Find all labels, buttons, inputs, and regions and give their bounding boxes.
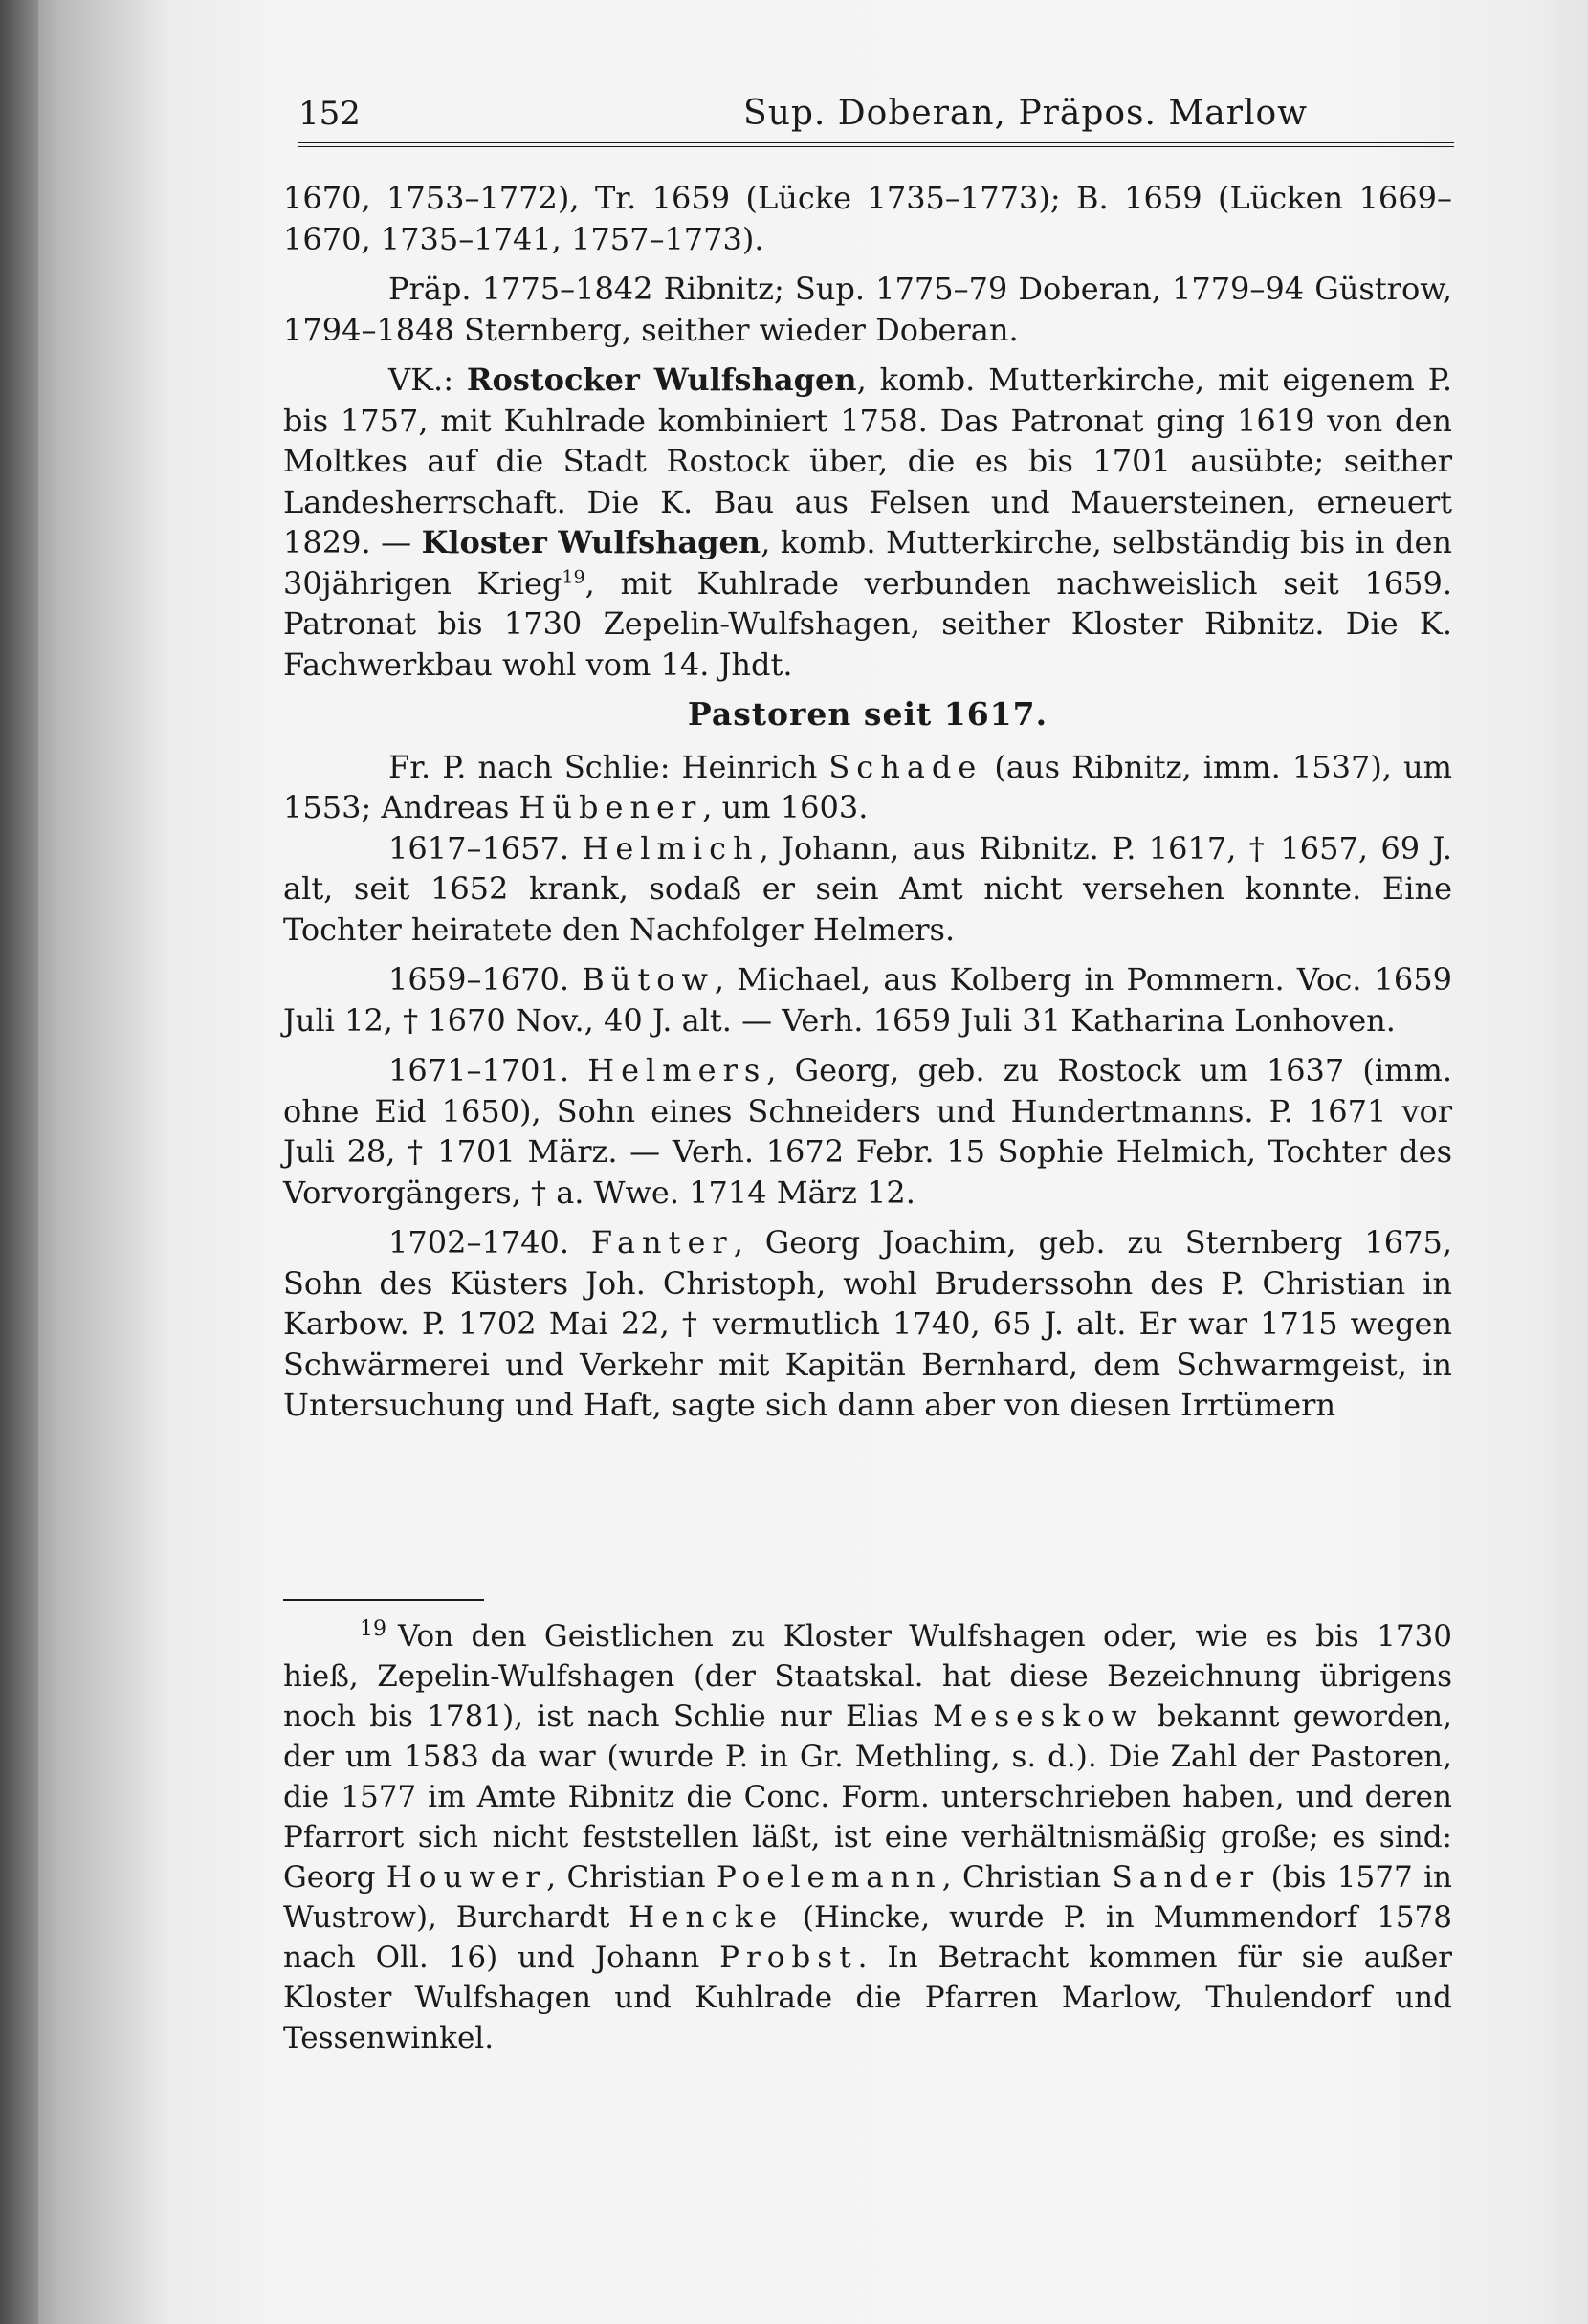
main-text [283,178,1452,1426]
footnote-text-7: . In Betracht kommen für sie außer Kloster Wulfshagen und Kuhlrade die Pfarren Marlow, Thulendorf und Tessenwinkel. [283,1940,1452,2055]
pastor-name-huebener: Hübener [518,789,703,825]
paragraph-records: 1670, 1753–1772), Tr. 1659 (Lücke 1735–1773); B. 1659 (Lücken 1669–1670, 1735–1741, 1757–1773). [283,180,1452,257]
parish-kloster-wulfshagen: Kloster Wulfshagen [421,524,761,560]
page-header [298,92,1456,142]
helmers-text: , Georg, geb. zu Rostock um 1637 (imm. ohne Eid 1650), Sohn eines Schneiders und Hundertmanns. P. 1671 vor Juli 28, † 1701 März. — Verh. 1672 Febr. 15 Sophie Helmich, Tochter des Vorvorgängers, † a. Wwe. 1714 März 12. [283,1052,1452,1211]
paragraph-helmers [283,1050,1452,1213]
footnote-number: 19 [360,1616,386,1641]
helmich-years: 1617–1657. [388,829,583,866]
footnote-text-1: Von den Geistlichen zu Kloster Wulfshagen oder, wie es bis 1730 hieß, Zepelin-Wulfshagen (der Staatskal. hat diese Bezeichnung übrigens noch bis 1781), ist nach Schlie nur Elias [283,1619,1452,1734]
paragraph-early-pastors [283,747,1452,828]
helmich-text: , Johann, aus Ribnitz. P. 1617, † 1657, 69 J. alt, seit 1652 krank, sodaß er sein Amt nicht versehen konnte. Eine Tochter heiratete den Nachfolger Helmers. [283,829,1453,948]
footnote-text-6: (Hincke, wurde P. in Mummendorf 1578 nach Oll. 16) und Johann [283,1900,1452,1975]
running-title: Sup. Doberan, Präpos. Marlow [743,94,1308,133]
fanter-years: 1702–1740. [388,1224,591,1261]
parish-rostocker-wulfshagen: Rostocker Wulfshagen [466,362,857,398]
name-houwer: Houwer [386,1860,547,1895]
name-hencke: Hencke [629,1900,784,1935]
pastor-name-helmers: Helmers [587,1052,767,1088]
vk-text-1: , komb. Mutterkirche, mit eigenem P. bis 1757, mit Kuhlrade kombiniert 1758. Das Patronat ging 1619 von den Moltkes auf die Stadt Rostock über, die es bis 1701 ausübte; seither Landesherrschaft. Die K. Bau aus Felsen und Mauersteinen, erneuert 1829. — [283,362,1453,560]
vk-label: VK.: [388,362,467,398]
footnote-text-4: , Christian [941,1860,1113,1895]
footnote-ref-19: 19 [562,565,585,587]
page-gutter-shadow [0,0,38,2324]
section-heading: Pastoren seit 1617. [687,695,1048,733]
pastor-name-fanter: Fanter [590,1224,734,1261]
paragraph-vk [283,360,1452,685]
footnote-text-5: (bis 1577 in Wustrow), Burchardt [283,1860,1452,1935]
footnote-19 [283,1616,1452,2058]
vk-text-2: , komb. Mutterkirche, selbständig bis in den 30jährigen Krieg [283,524,1453,602]
early-pastors-text-2: (aus Ribnitz, imm. 1537), um 1553; Andreas [283,748,1452,825]
header-rule [298,142,1454,147]
pastor-name-schade: Schade [828,748,983,785]
paragraph-fanter [283,1222,1452,1426]
name-meseskow: Meseskow [933,1699,1144,1734]
name-probst: Probst [719,1940,858,1975]
paragraph-praepositur: Präp. 1775–1842 Ribnitz; Sup. 1775–79 Doberan, 1779–94 Güstrow, 1794–1848 Sternberg, seither wieder Doberan. [283,271,1452,348]
fanter-text: , Georg Joachim, geb. zu Sternberg 1675, Sohn des Küsters Joh. Christoph, wohl Bruderssohn des P. Christian in Karbow. P. 1702 Mai 22, † vermutlich 1740, 65 J. alt. Er war 1715 wegen Schwärmerei und Verkehr mit Kapitän Bernhard, dem Schwarmgeist, in Untersuchung und Haft, sagte sich dann aber von diesen Irrtümern [283,1224,1453,1423]
buetow-text: , Michael, aus Kolberg in Pommern. Voc. 1659 Juli 12, † 1670 Nov., 40 J. alt. — Verh. 1659 Juli 31 Katharina Lonhoven. [283,961,1453,1039]
name-poelemann: Poelemann [717,1860,942,1895]
footnote-text-3: , Christian [546,1860,717,1895]
paragraph-helmich [283,828,1452,951]
helmers-years: 1671–1701. [388,1052,588,1088]
early-pastors-text-3: , um 1603. [702,789,869,825]
footnote-text-2: bekannt geworden, der um 1583 da war (wurde P. in Gr. Methling, s. d.). Die Zahl der Pastoren, die 1577 im Amte Ribnitz die Conc. Form. unterschrieben haben, und deren Pfarrort sich nicht feststellen läßt, ist eine verhältnismäßig große; es sind: Georg [283,1699,1452,1895]
page-number: 152 [298,95,361,133]
paragraph-buetow [283,959,1452,1041]
footnote-rule [283,1599,484,1601]
name-sander: Sander [1112,1860,1261,1895]
pastor-name-buetow: Bütow [582,961,715,998]
pastor-name-helmich: Helmich [582,829,760,866]
vk-text-3: , mit Kuhlrade verbunden nachweislich seit 1659. Patronat bis 1730 Zepelin-Wulfshagen, seither Kloster Ribnitz. Die K. Fachwerkbau wohl vom 14. Jhdt. [283,564,1453,683]
buetow-years: 1659–1670. [388,961,583,998]
footnotes [283,1616,1452,2058]
early-pastors-text-1: Fr. P. nach Schlie: Heinrich [388,748,829,785]
